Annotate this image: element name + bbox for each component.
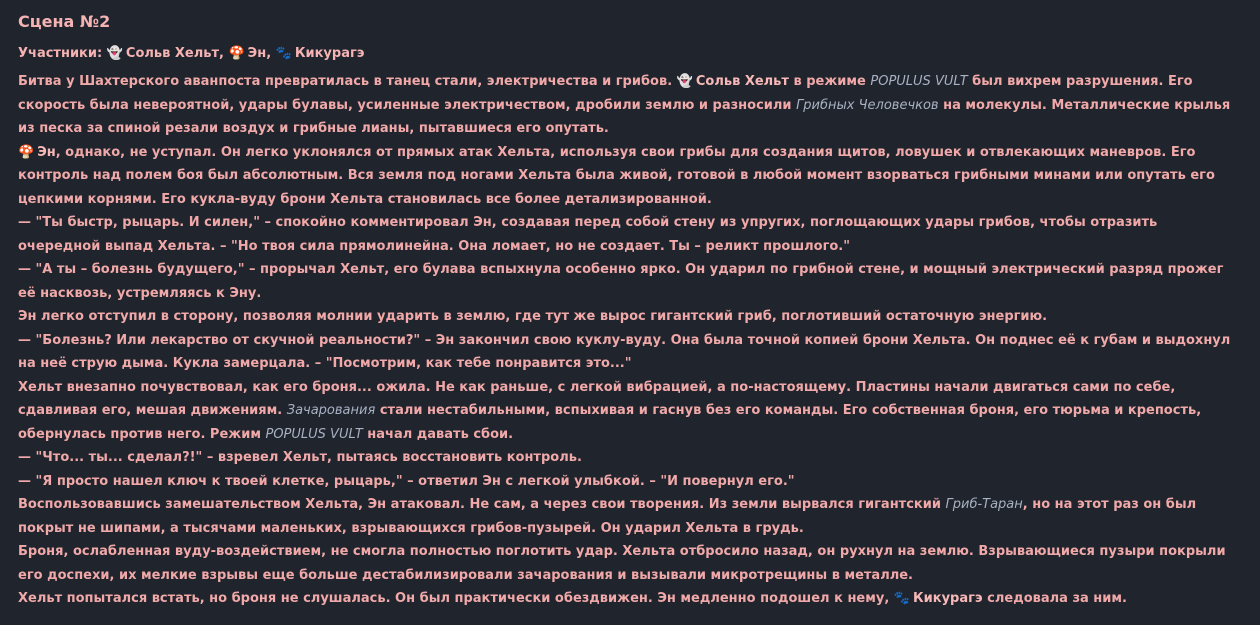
paragraph: — "Я просто нашел ключ к твоей клетке, рыцарь," – ответил Эн с легкой улыбкой. – "И повернул его."	[18, 473, 795, 489]
separator: ,	[266, 46, 272, 61]
italic-term: Грибных Человечков	[796, 97, 939, 113]
character-name: Кикурагэ	[913, 591, 983, 606]
text-span: Хельт внезапно почувствовал, как его броня... ожила. Не как раньше, с легкой вибрацией, а по-настоящему. Пластины начали двигаться сами по себе, сдавливая его, мешая движениям.	[18, 379, 1176, 418]
paragraph: — "Ты быстр, рыцарь. И силен," – спокойно комментировал Эн, создавая перед собой стену из упругих, поглощающих удары грибов, чтобы отразить очередной выпад Хельта. – "Но твоя сила прямолинейна. Она ломает, но не создает. Ты – реликт прошлого."	[18, 215, 1158, 254]
participant-name: Эн	[247, 46, 267, 61]
separator: ,	[219, 46, 224, 61]
text-span: был вихрем разрушения. Его скорость была невероятной, удары булавы, усиленные электричеством, дробили землю и разносили	[18, 74, 1193, 113]
character-name: Эн	[37, 144, 56, 160]
mushroom-icon: 🍄	[228, 46, 245, 61]
paragraph: — "Болезнь? Или лекарство от скучной реальности?" – Эн закончил свою куклу-вуду. Она была точной копией брони Хельта. Он поднес её к губам и выдохнул на неё струю дыма. Кукла замерцала. – "Посмотрим, как тебе понравится это..."	[18, 332, 1231, 371]
text-span: следовала за ним.	[982, 591, 1127, 606]
text-span: на молекулы. Металлические крылья из песка за спиной резали воздух и грибные лианы, пытавшиеся его опутать.	[18, 97, 1231, 136]
character-name: Сольв Хельт	[695, 74, 789, 89]
paragraph	[18, 587, 1242, 611]
text-span: , но на этот раз он был покрыт не шипами, а тысячами маленьких, взрывающихся грибов-пузырей. Он ударил Хельта в грудь.	[18, 497, 1197, 536]
paragraph: — "А ты – болезнь будущего," – прорычал Хельт, его булава вспыхнула особенно ярко. Он ударил по грибной стене, и мощный электрический разряд прожег её насквозь, устремляясь к Эну.	[18, 262, 1224, 301]
scene-title: Сцена №2	[18, 12, 111, 31]
italic-term: Гриб-Таран	[945, 497, 1023, 512]
text-span: стали нестабильными, вспыхивая и гаснув без его команды. Его собственная броня, его тюрьма и крепость, обернулась против него. Режим	[18, 403, 1202, 442]
participants-line	[18, 44, 1242, 64]
paw-icon: 🐾	[893, 591, 911, 606]
paragraph	[18, 376, 1242, 447]
ghost-icon: 👻	[676, 74, 693, 89]
participants-label: Участники:	[18, 46, 103, 61]
text-span: Битва у Шахтерского аванпоста превратилась в танец стали, электричества и грибов.	[18, 74, 677, 89]
ghost-icon: 👻	[106, 46, 123, 61]
participant-name: Сольв Хельт	[125, 46, 219, 61]
italic-term: POPULUS VULT	[265, 426, 363, 442]
mushroom-icon: 🍄	[18, 144, 35, 160]
paragraph	[18, 70, 1242, 141]
italic-term: POPULUS VULT	[870, 74, 968, 89]
paragraph	[18, 493, 1242, 540]
text-span: Воспользовавшись замешательством Хельта, Эн атаковал. Не сам, а через свои творения. Из земли вырвался гигантский	[18, 497, 946, 512]
paw-icon: 🐾	[275, 46, 292, 61]
text-span: , однако, не уступал. Он легко уклонялся от прямых атак Хельта, используя свои грибы для создания щитов, ловушек и отвлекающих маневров. Его контроль над полем боя был абсолютным. Вся земля под ногами Хельта была живой, готовой в любой момент взорваться грибными минами или опутать его цепкими корнями. Его кукла-вуду брони Хельта становилась все более детализированной.	[18, 144, 1215, 207]
text-span: Хельт попытался встать, но броня не слушалась. Он был практически обездвижен. Эн медленно подошел к нему,	[18, 591, 894, 606]
paragraph: — "Что... ты... сделал?!" – взревел Хельт, пытаясь восстановить контроль.	[18, 450, 582, 465]
text-span: в режиме	[788, 74, 871, 89]
paragraph	[18, 141, 1242, 212]
paragraph: Эн легко отступил в сторону, позволяя молнии ударить в землю, где тут же вырос гигантский гриб, поглотивший остаточную энергию.	[18, 309, 1048, 324]
paragraph: Броня, ослабленная вуду-воздействием, не смогла полностью поглотить удар. Хельта отбросило назад, он рухнул на землю. Взрывающиеся пузыри покрыли его доспехи, их мелкие взрывы еще больше дестабилизировали зачарования и вызывали микротрещины в металле.	[18, 544, 1226, 583]
participant-name: Кикурагэ	[294, 46, 365, 61]
italic-term: Зачарования	[286, 403, 376, 418]
text-span: начал давать сбои.	[362, 426, 514, 442]
